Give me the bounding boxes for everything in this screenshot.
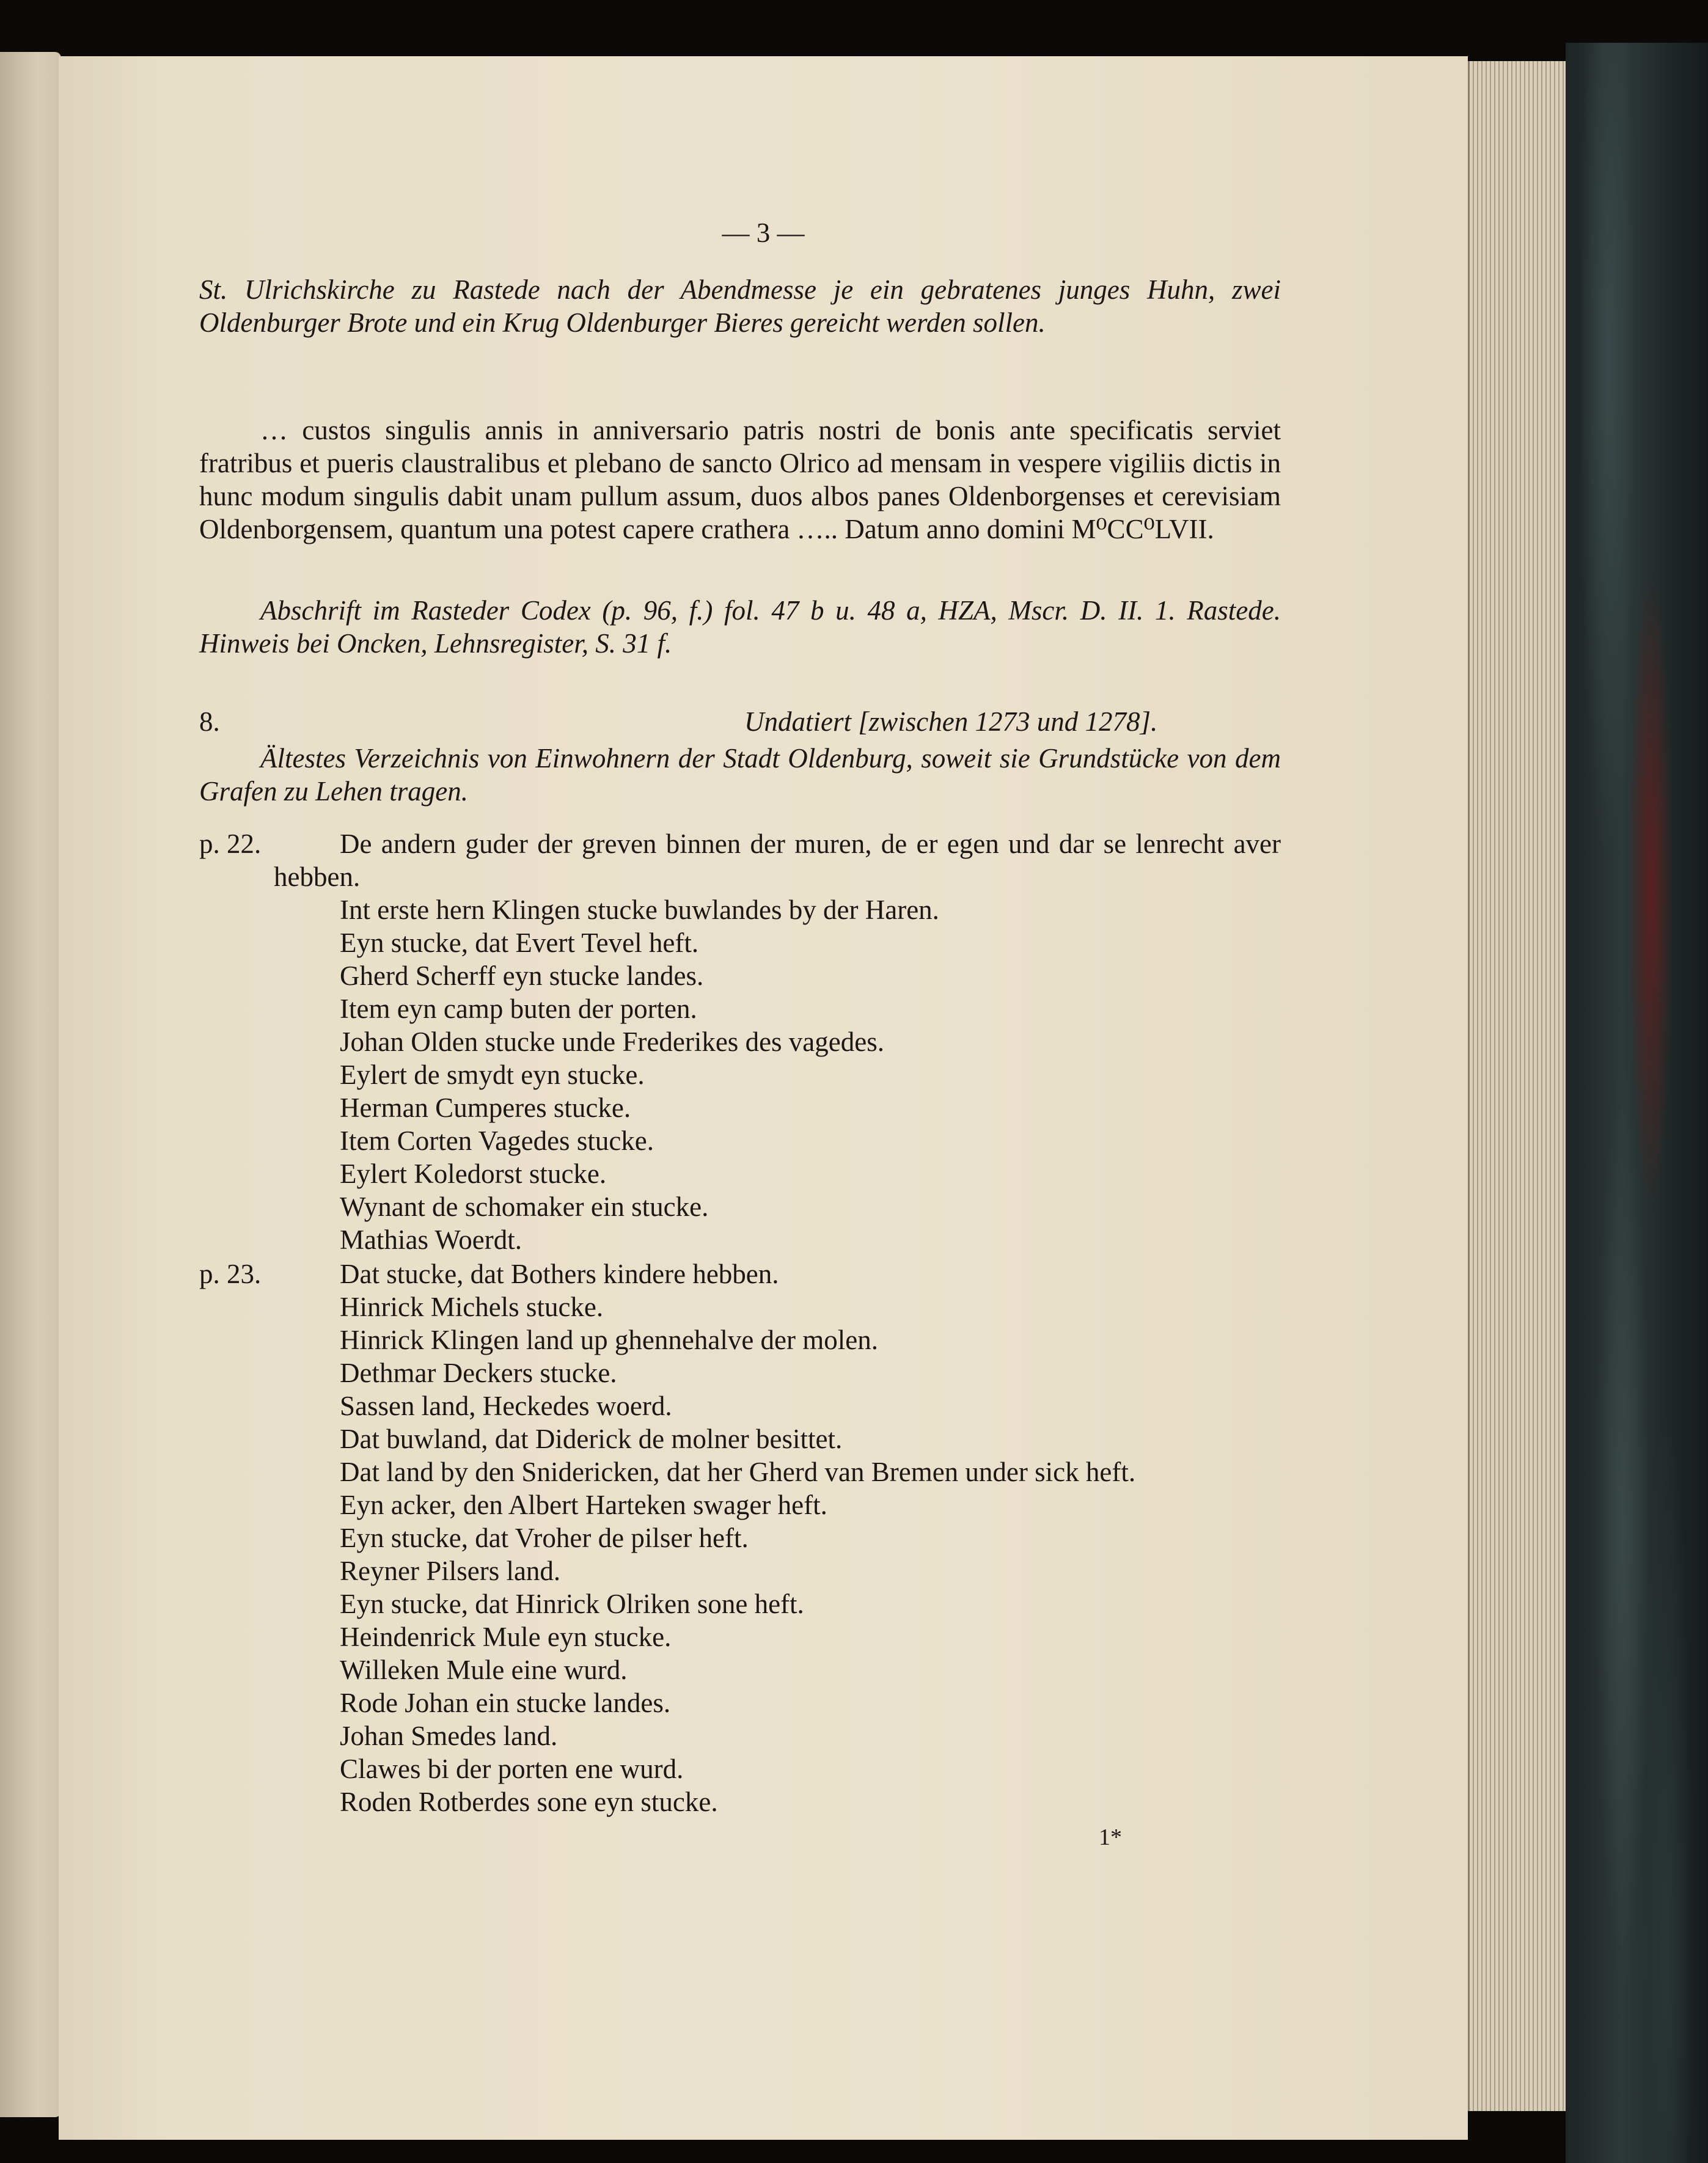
book-page (59, 56, 1468, 2140)
entry-number: 8. (199, 706, 220, 737)
list-item: Johan Olden stucke unde Frederikes des vagedes. (340, 1027, 884, 1057)
list-item: Roden Rotberdes sone eyn stucke. (340, 1787, 718, 1817)
list-item: Mathias Woerdt. (340, 1224, 522, 1255)
list-item: Hinrick Michels stucke. (340, 1292, 604, 1322)
page-edges (1468, 61, 1567, 2111)
entry-title: Ältestes Verzeichnis von Einwohnern der Stadt Oldenburg, soweit sie Grundstücke von dem Grafen zu Lehen tragen. (199, 743, 1281, 807)
list-item: Eylert de smydt eyn stucke. (340, 1060, 645, 1090)
list-item: Gherd Scherff eyn stucke landes. (340, 961, 704, 991)
list-item: Reyner Pilsers land. (340, 1556, 561, 1586)
list-item: Johan Smedes land. (340, 1721, 558, 1751)
list-item: Eyn stucke, dat Hinrick Olriken sone heft. (340, 1589, 804, 1619)
latin-text: … custos singulis annis in anniversario patris nostri de bonis ante specificatis serviet fratribus et pueris claustralibus et plebano de sancto Olrico ad mensam in vespere vigiliis dictis in hunc modum singulis dabit unam pullum assum, duos albos panes Oldenborgenses et cerevisiam Oldenborgensem, quantum una potest capere crathera ….. Datum anno domini M⁰CC⁰LVII. (199, 415, 1281, 544)
left-page-edge (0, 52, 61, 2117)
list-item: Dat stucke, dat Bothers kindere hebben. (340, 1259, 779, 1289)
list-item: Int erste hern Klingen stucke buwlandes by der Haren. (340, 895, 939, 925)
page-number: — 3 — (722, 218, 805, 248)
page-ref-22: p. 22. (199, 829, 262, 859)
list-item: Eyn acker, den Albert Harteken swager heft. (340, 1490, 827, 1520)
list-item: Hinrick Klingen land up ghennehalve der molen. (340, 1325, 878, 1355)
page-ref-23: p. 23. (199, 1259, 262, 1289)
list-item: Rode Johan ein stucke landes. (340, 1688, 671, 1718)
list-item: Eyn stucke, dat Vroher de pilser heft. (340, 1523, 749, 1553)
signature-mark: 1* (1099, 1824, 1122, 1850)
list-item: Heindenrick Mule eyn stucke. (340, 1622, 672, 1652)
opening-line: De andern guder der greven binnen der muren, de er egen und dar se lenrecht aver hebben. (274, 829, 1281, 892)
list-item: Dat land by den Snidericken, dat her Gherd van Bremen under sick heft. (340, 1457, 1136, 1487)
list-item: Item eyn camp buten der porten. (340, 994, 697, 1024)
list-item: Herman Cumperes stucke. (340, 1092, 631, 1123)
source-note: Abschrift im Rasteder Codex (p. 96, f.) fol. 47 b u. 48 a, HZA, Mscr. D. II. 1. Rastede. Hinweis bei Oncken, Lehnsregister, S. 31 f. (199, 595, 1281, 659)
intro-german: St. Ulrichskirche zu Rastede nach der Abendmesse je ein gebratenes junges Huhn, zwei Oldenburger Brote und ein Krug Oldenburger Bieres gereicht werden sollen. (199, 274, 1281, 338)
book-binding (1566, 43, 1708, 2163)
list-item: Eylert Koledorst stucke. (340, 1158, 607, 1189)
entry-date: Undatiert [zwischen 1273 und 1278]. (744, 706, 1158, 737)
list-item: Willeken Mule eine wurd. (340, 1655, 628, 1685)
list-item: Dat buwland, dat Diderick de molner besittet. (340, 1424, 843, 1454)
list-item: Sassen land, Heckedes woerd. (340, 1391, 672, 1421)
list-item: Eyn stucke, dat Evert Tevel heft. (340, 928, 699, 958)
list-item: Dethmar Deckers stucke. (340, 1358, 617, 1388)
list-item: Wynant de schomaker ein stucke. (340, 1191, 709, 1222)
list-item: Clawes bi der porten ene wurd. (340, 1754, 684, 1784)
list-item: Item Corten Vagedes stucke. (340, 1125, 654, 1156)
